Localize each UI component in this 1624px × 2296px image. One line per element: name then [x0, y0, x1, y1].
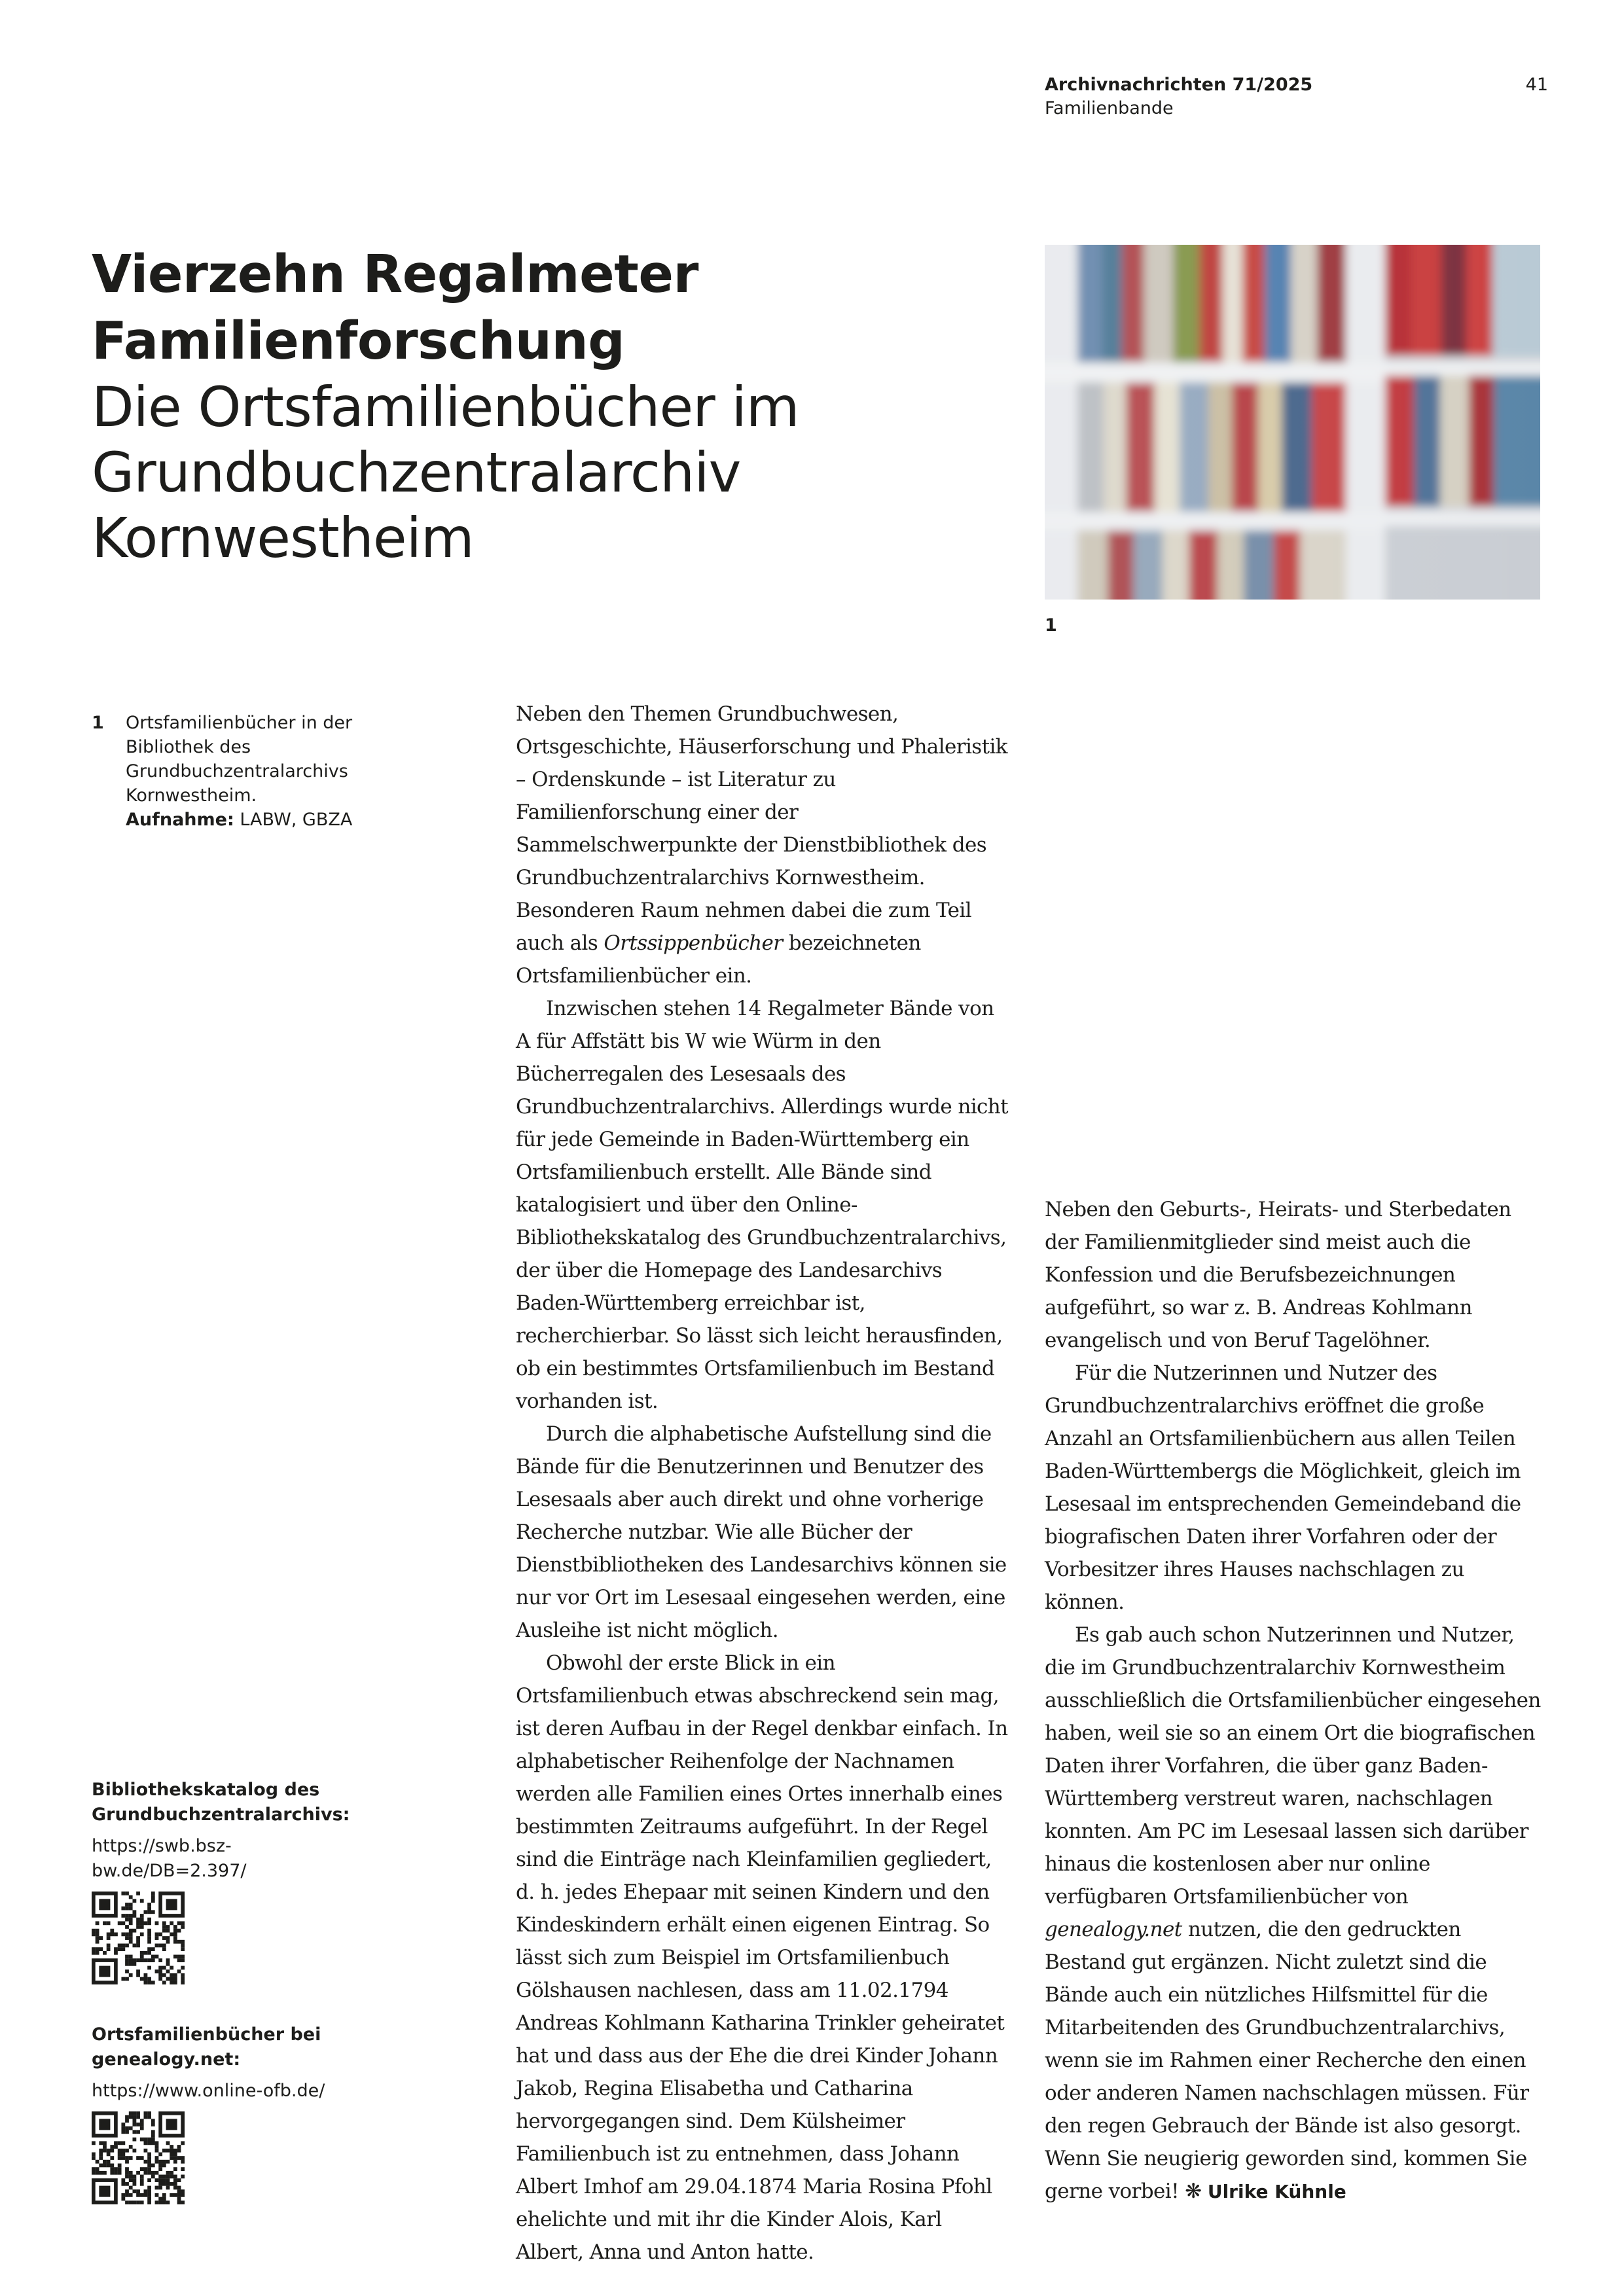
paragraph-3: Durch die alphabetische Aufstellung sind die Bände für die Benutzerinnen und Benutzer des Lesesaals aber auch direkt und ohne vorherige Recherche nutzbar. Wie alle Bücher der Dienstbibliotheken des Landesarchivs können sie nur vor Ort im Lesesaal eingesehen werden, eine Ausleihe ist nicht möglich. — [516, 1422, 1007, 1642]
bookshelf-image — [1045, 245, 1540, 600]
subtitle-line-1: Die Ortsfamilienbücher im — [92, 375, 799, 439]
caption-credit: LABW, GBZA — [240, 810, 353, 830]
caption-number: 1 — [92, 713, 104, 733]
genealogy-link-label: Ortsfamilienbücher bei genealogy.net: — [92, 2024, 321, 2070]
body-column-right — [1045, 1193, 1542, 2208]
caption-text: Ortsfamilienbücher in der Bibliothek des Grundbuchzentralarchivs Kornwestheim. — [126, 713, 353, 806]
genealogy-link-url[interactable]: https://www.online-ofb.de/ — [92, 2081, 325, 2101]
section-label: Familienbande — [1045, 98, 1174, 118]
title-line-1: Vierzehn Regalmeter — [92, 244, 698, 304]
genealogy-link-block — [92, 2022, 367, 2204]
qr-code-icon[interactable] — [92, 2111, 185, 2204]
catalog-link-block — [92, 1778, 367, 1984]
catalog-link-url[interactable]: https://swb.bsz-bw.de/DB=2.397/ — [92, 1836, 247, 1881]
figure-number: 1 — [1045, 615, 1057, 636]
subtitle-line-2: Grundbuchzentralarchiv — [92, 440, 741, 505]
paragraph-5: Neben den Geburts-, Heirats- und Sterbedaten der Familienmitglieder sind meist auch die Konfession und die Berufsbezeichnungen aufgeführt, so war z. B. Andreas Kohlmann evangelisch und von Beruf Tagelöhner. — [1045, 1198, 1511, 1352]
body-column-middle — [516, 698, 1013, 2269]
bookshelf-photo — [1045, 245, 1540, 600]
caption-credit-label: Aufnahme: — [126, 810, 234, 830]
author-name: Ulrike Kühnle — [1207, 2181, 1346, 2202]
paragraph-2: Inzwischen stehen 14 Regalmeter Bände von A für Affstätt bis W wie Würm in den Bücherregalen des Lesesaals des Grundbuchzentralarchivs. Allerdings wurde nicht für jede Gemeinde in Baden-Württemberg ein Ortsfamilienbuch erstellt. Alle Bände sind katalogisiert und über den Online-Bibliothekskatalog des Grundbuchzentralarchivs, der über die Homepage des Landesarchivs Baden-Württemberg erreichbar ist, recherchierbar. So lässt sich leicht herausfinden, ob ein bestimmtes Ortsfamilienbuch im Bestand vorhanden ist. — [516, 997, 1009, 1413]
running-head — [1045, 73, 1312, 120]
issue-label: Archivnachrichten 71/2025 — [1045, 75, 1313, 95]
paragraph-6: Für die Nutzerinnen und Nutzer des Grundbuchzentralarchivs eröffnet die große Anzahl an Ortsfamilienbüchern aus allen Teilen Baden-Württembergs die Möglichkeit, gleich im Lesesaal im entsprechenden Gemeindeband die biografischen Daten ihrer Vorfahren oder der Vorbesitzer ihres Hauses nachschlagen zu können. — [1045, 1361, 1521, 1614]
genealogy-net-term: genealogy.net — [1045, 1918, 1182, 1941]
paragraph-7: Es gab auch schon Nutzerinnen und Nutzer, die im Grundbuchzentralarchiv Kornwestheim ausschließlich die Ortsfamilienbücher eingesehen haben, weil sie so an einem Ort die biografischen Daten ihrer Vorfahren, die über ganz Baden-Württemberg verstreut waren, nachschlagen konnten. Am PC im Lesesaal lassen sich darüber hinaus die kostenlosen aber nur online verfügbaren Ortsfamilienbücher von genealogy.net nutzen, die den gedruckten Bestand gut ergänzen. Nicht zuletzt sind die Bände auch ein nützliches Hilfsmittel für die Mitarbeitenden des Grundbuchzentralarchivs, wenn sie im Rahmen einer Recherche den einen oder anderen Namen nachschlagen müssen. Für den regen Gebrauch der Bände ist also gesorgt. Wenn Sie neugierig geworden sind, kommen Sie gerne vorbei! ❋ Ulrike Kühnle — [1045, 1623, 1541, 2203]
paragraph-1: Neben den Themen Grundbuchwesen, Ortsgeschichte, Häuserforschung und Phaleristik – Ordenskunde – ist Literatur zu Familienforschung einer der Sammelschwerpunkte der Dienstbibliothek des Grundbuchzentralarchivs Kornwestheim. Besonderen Raum nehmen dabei die zum Teil auch als Ortssippenbücher bezeichneten Ortsfamilienbücher ein. — [516, 702, 1007, 988]
page-number: 41 — [1525, 75, 1548, 95]
signature-mark-icon: ❋ — [1185, 2179, 1202, 2203]
title-line-2: Familienforschung — [92, 311, 625, 371]
catalog-link-label: Bibliothekskatalog des Grundbuchzentralarchivs: — [92, 1780, 350, 1825]
article-title — [92, 241, 1041, 571]
qr-code-icon[interactable] — [92, 1892, 185, 1984]
paragraph-4: Obwohl der erste Blick in ein Ortsfamilienbuch etwas abschreckend sein mag, ist deren Aufbau in der Regel denkbar einfach. In alphabetischer Reihenfolge der Nachnamen werden alle Familien eines Ortes innerhalb eines bestimmten Zeitraums aufgeführt. In der Regel sind die Einträge nach Kleinfamilien gegliedert, d. h. jedes Ehepaar mit seinen Kindern und den Kindeskindern erhält einen eigenen Eintrag. So lässt sich zum Beispiel im Ortsfamilienbuch Gölshausen nachlesen, dass am 11.02.1794 Andreas Kohlmann Katharina Trinkler geheiratet hat und dass aus der Ehe die drei Kinder Johann Jakob, Regina Elisabetha und Catharina hervorgegangen sind. Dem Külsheimer Familienbuch ist zu entnehmen, dass Johann Albert Imhof am 29.04.1874 Maria Rosina Pfohl ehelichte und mit ihr die Kinder Alois, Karl Albert, Anna und Anton hatte. — [516, 1651, 1008, 2264]
caption-text-block — [126, 711, 374, 832]
ortssippenbuecher-term: Ortssippenbücher — [604, 931, 783, 955]
subtitle-line-3: Kornwestheim — [92, 506, 474, 570]
